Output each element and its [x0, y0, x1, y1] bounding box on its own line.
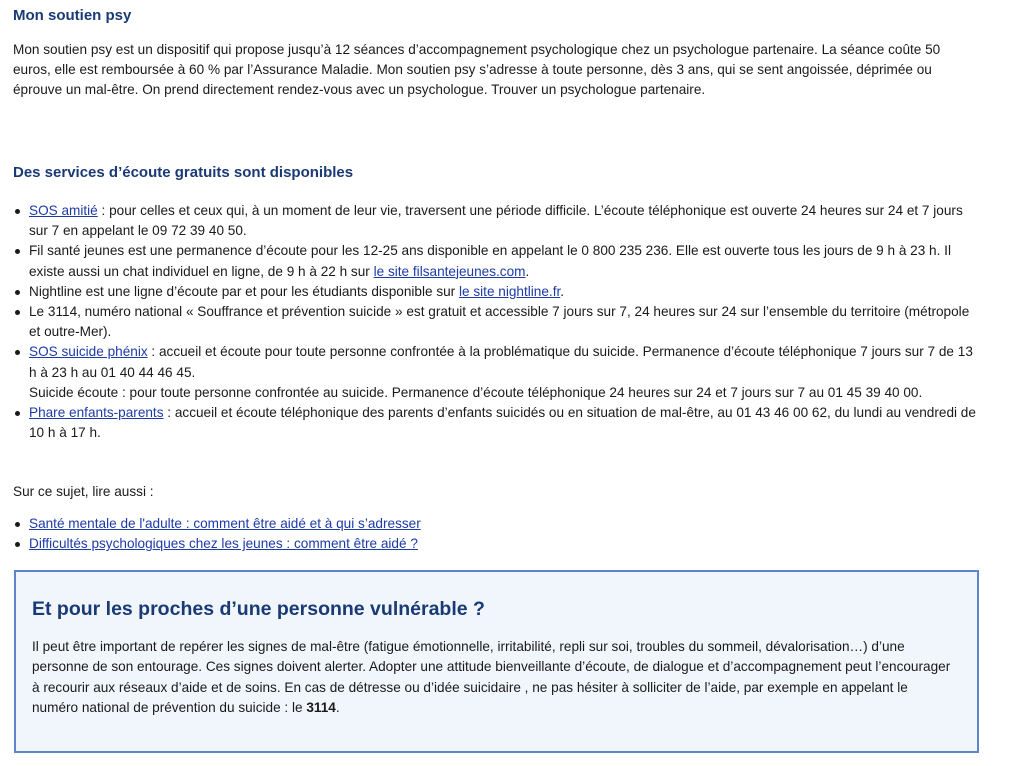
see-also-list — [13, 514, 978, 554]
services-list — [13, 201, 978, 443]
link-sos-amitie[interactable]: SOS amitié — [29, 203, 98, 218]
list-item-3114: Le 3114, numéro national « Souffrance et prévention suicide » est gratuit et accessible 7 jours sur 7, 24 heures sur 24 sur l’ensemble du territoire (métropole et outre-Mer). — [13, 302, 978, 342]
list-item-sos-suicide-phenix: SOS suicide phénix : accueil et écoute pour toute personne confrontée à la problématique du suicide. Permanence d’écoute téléphonique 7 jours sur 7 de 13 h à 23 h au 01 40 44 46 45. Suicide écoute : pour toute personne confrontée au suicide. Permanence d’écoute téléphonique 24 heures sur 24 et 7 jours sur 7 au 01 45 39 40 00. — [13, 342, 978, 403]
section-heading-services-ecoute: Des services d’écoute gratuits sont disponibles — [13, 164, 354, 181]
see-also-intro: Sur ce sujet, lire aussi : — [13, 484, 154, 499]
link-phare-enfants-parents[interactable]: Phare enfants-parents — [29, 405, 164, 421]
callout-box — [14, 570, 979, 753]
list-item-nightline: Nightline est une ligne d’écoute par et pour les étudiants disponible sur le site nightline.fr. — [13, 282, 978, 302]
section-heading-mon-soutien-psy: Mon soutien psy — [13, 7, 132, 24]
link-sante-mentale-adulte[interactable]: Santé mentale de l'adulte : comment être aidé et à qui s’adresser — [29, 516, 421, 531]
callout-title: Et pour les proches d’une personne vulnérable ? — [32, 598, 485, 620]
link-difficultes-jeunes[interactable]: Difficultés psychologiques chez les jeunes : comment être aidé ? — [29, 536, 418, 552]
list-item-phare-enfants-parents: Phare enfants-parents : accueil et écoute téléphonique des parents d’enfants suicidés ou en situation de mal-être, au 01 43 46 00 62, du lundi au vendredi de 10 h à 17 h. — [13, 403, 978, 443]
list-item-fil-sante-jeunes: Fil santé jeunes est une permanence d’écoute pour les 12-25 ans disponible en appelant le 0 800 235 236. Elle est ouverte tous les jours de 9 h à 23 h. Il existe aussi un chat individuel en ligne, de 9 h à 22 h sur le site filsantejeunes.com. — [13, 241, 978, 281]
callout-text: Il peut être important de repérer les signes de mal-être (fatigue émotionnelle, irritabilité, repli sur soi, troubles du sommeil, dévalorisation…) d’une personne de son entourage. Ces signes doivent alerter. Adopter une attitude bienveillante d’écoute, de dialogue et d’accompagnement peut l’encourager à recourir aux réseaux d’aide et de soins. En cas de détresse ou d’idée suicidaire , ne pas hésiter à solliciter de l’aide, par exemple en appelant le numéro national de prévention du suicide : le 3114. — [32, 639, 951, 716]
suicide-ecoute-text: Suicide écoute : pour toute personne confrontée au suicide. Permanence d’écoute téléphonique 24 heures sur 24 et 7 jours sur 7 au 01 45 39 40 00. — [29, 384, 923, 400]
list-item — [13, 534, 978, 554]
link-sos-suicide-phenix[interactable]: SOS suicide phénix — [29, 344, 148, 360]
link-filsantejeunes[interactable]: le site filsantejeunes.com — [373, 263, 526, 279]
prevention-number: 3114 — [306, 700, 336, 716]
link-nightline[interactable]: le site nightline.fr — [459, 283, 561, 299]
list-item — [13, 514, 978, 534]
mon-soutien-psy-paragraph: Mon soutien psy est un dispositif qui propose jusqu’à 12 séances d’accompagnement psychologique chez un psychologue partenaire. La séance coûte 50 euros, elle est remboursée à 60 % par l’Assurance Maladie. Mon soutien psy s’adresse à toute personne, dès 3 ans, qui se sent angoissée, déprimée ou éprouve un mal-être. On prend directement rendez-vous avec un psychologue. Trouver un psychologue partenaire. — [13, 42, 941, 98]
list-item-sos-amitie: SOS amitié : pour celles et ceux qui, à un moment de leur vie, traversent une période difficile. L’écoute téléphonique est ouverte 24 heures sur 24 et 7 jours sur 7 en appelant le 09 72 39 40 50. — [13, 201, 978, 241]
